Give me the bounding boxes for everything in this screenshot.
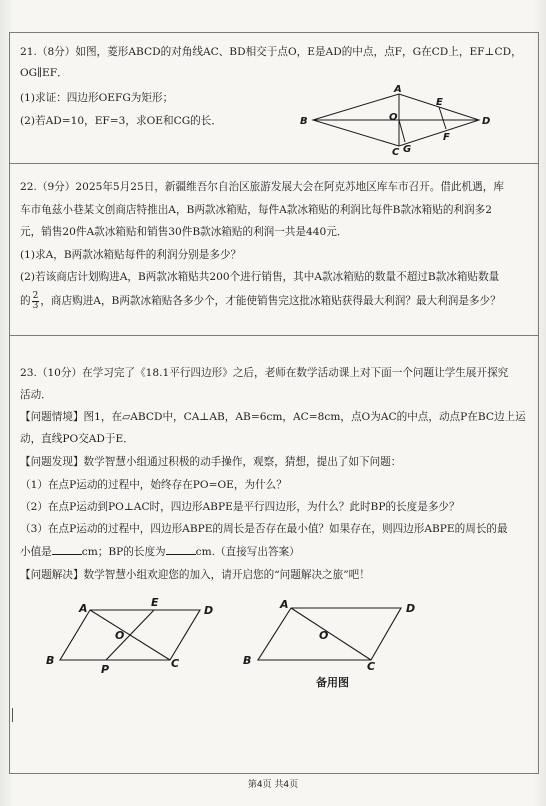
q22-line3: 元，销售20件A款冰箱贴和销售30件B款冰箱贴的利润一共是440元． — [20, 226, 348, 238]
fig1-label-A: A — [79, 602, 88, 615]
divider-21-22 — [9, 163, 538, 164]
fig1-label-C: C — [171, 657, 180, 670]
fig1-label-D: D — [204, 604, 214, 617]
q21-line1: 21.（8分）如图，菱形ABCD的对角线AC、BD相交于点O，E是AD的中点，点F，G在CD上，EF⊥CD， — [20, 46, 522, 58]
q22-text-de: 的 — [20, 295, 31, 307]
fraction-two-thirds — [32, 292, 40, 311]
fig1-label-B: B — [46, 654, 55, 667]
parallelogram-figure-2 — [236, 592, 436, 676]
label-A: A — [394, 84, 402, 95]
fraction-denominator: 3 — [32, 300, 39, 311]
label-G: G — [403, 144, 412, 155]
fig2-label-B: B — [243, 654, 252, 667]
fig1-label-E: E — [151, 596, 159, 609]
fig1-label-P: P — [101, 663, 110, 676]
q22-part1: (1)求A，B两款冰箱贴每件的利润分别是多少？ — [20, 249, 242, 261]
divider-22-23 — [9, 335, 538, 336]
q23-discovery: 【问题发现】数学智慧小组通过积极的动手操作，观察，猜想，提出了如下问题： — [20, 456, 402, 468]
q23-text-min: 小值是 — [20, 546, 52, 558]
margin-mark — [12, 708, 13, 722]
q22-part2-cont — [20, 291, 528, 311]
q23-line1: 23.（10分）在学习完了《18.1平行四边形》之后，老师在数学活动课上对下面一个问题让学生展开探究 — [20, 367, 509, 379]
answer-blank-bp[interactable] — [166, 545, 196, 555]
q23-situation-1: 【问题情境】图1，在▱ABCD中，CA⊥AB，AB=6cm，AC=8cm，点O为AC的中点，动点P在BC边上运 — [20, 411, 526, 423]
label-E: E — [436, 97, 443, 108]
fig2-label-D: D — [406, 602, 416, 615]
q23-solve: 【问题解决】数学智慧小组欢迎您的加入，请开启您的“问题解决之旅”吧！ — [20, 569, 370, 581]
answer-blank-perimeter[interactable] — [52, 545, 82, 555]
fraction-numerator: 2 — [32, 290, 39, 301]
q23-situation-2: 动，直线PO交AD于E． — [20, 433, 134, 445]
q23-part3: （3）在点P运动的过程中，四边形ABPE的周长是否存在最小值？如果存在，则四边形ABPE的周长的最 — [20, 523, 508, 535]
q23-text-bp: cm；BP的长度为 — [81, 546, 166, 558]
label-F: F — [443, 132, 450, 143]
q22-line2: 车市龟兹小巷某文创商店特推出A，B两款冰箱贴，每件A款冰箱贴的利润比每件B款冰箱贴的利润多2 — [20, 204, 492, 216]
fig1-label-O: O — [115, 629, 125, 642]
q23-part2: （2）在点P运动到PO⊥AC时，四边形ABPE是平行四边形，为什么？此时BP的长度是多少？ — [20, 501, 460, 513]
q22-text-rest: ，商店购进A，B两款冰箱贴各多少个，才能使销售完这批冰箱贴获得最大利润？最大利润是多少？ — [40, 295, 501, 307]
fig2-label-C: C — [367, 660, 376, 673]
parallelogram-figure-1 — [40, 592, 240, 676]
q21-part2: (2)若AD=10，EF=3，求OE和CG的长． — [20, 115, 222, 127]
q23-line2: 活动． — [20, 389, 52, 401]
q23-part1: （1）在点P运动的过程中，始终存在PO=OE，为什么？ — [20, 479, 287, 491]
q22-part2: (2)若该商店计划购进A，B两款冰箱贴共200个进行销售，其中A款冰箱贴的数量不超过B款冰箱贴数量 — [20, 271, 500, 283]
q23-text-direct: cm.（直接写出答案） — [195, 546, 300, 558]
rhombus-figure — [296, 82, 506, 158]
q22-line1: 22.（9分）2025年5月25日，新疆维吾尔自治区旅游发展大会在阿克苏地区库车市召开。借此机遇，库 — [20, 181, 504, 193]
label-O: O — [389, 112, 398, 123]
page-footer: 第4页 共4页 — [247, 780, 299, 790]
q21-part1: (1)求证：四边形OEFG为矩形； — [20, 92, 174, 104]
q21-line2: OG∥EF． — [20, 67, 68, 79]
q23-part3-answer — [20, 545, 528, 559]
label-B: B — [300, 116, 308, 127]
spare-figure-caption: 备用图 — [316, 676, 349, 689]
label-D: D — [482, 116, 491, 127]
fig2-label-A: A — [280, 598, 289, 611]
label-C: C — [392, 147, 400, 158]
fig2-label-O: O — [319, 629, 329, 642]
